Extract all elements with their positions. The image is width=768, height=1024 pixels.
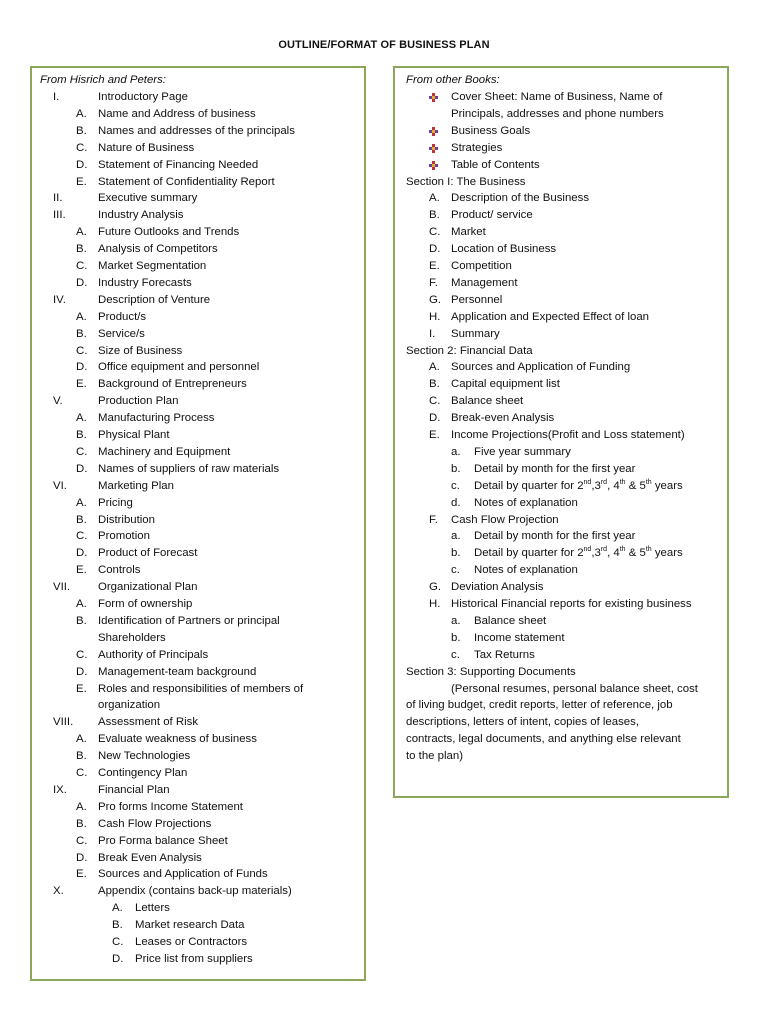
outline-item: Description of Venture [98,293,211,306]
outline-item: Section 3: Supporting Documents [406,665,576,678]
outline-number: A. [429,361,440,374]
outline-number: A. [76,107,87,120]
outline-item: Detail by month for the first year [474,462,636,475]
outline-number: A. [76,412,87,425]
outline-item: Strategies [451,141,503,154]
outline-item: Principals, addresses and phone numbers [451,107,664,120]
outline-number: B. [429,378,440,391]
outline-number: E. [76,682,87,695]
outline-number: E. [429,429,440,441]
outline-number: C. [76,530,88,543]
outline-item: Income statement [474,631,565,644]
outline-number: C. [76,767,88,779]
outline-number: G. [429,293,442,306]
outline-item: Cash Flow Projections [98,817,212,830]
bullet-icon [429,161,438,170]
outline-item: Shareholders [98,631,166,644]
outline-number: IV. [53,293,66,306]
outline-item: Pro forms Income Statement [98,800,243,813]
outline-number: D. [429,243,441,256]
outline-number: D. [76,361,88,374]
outline-item: Break-even Analysis [451,412,555,425]
outline-item: Detail by month for the first year [474,530,636,543]
outline-number: b. [451,547,461,560]
outline-number: III. [53,209,66,222]
outline-item: Distribution [98,513,155,526]
outline-number: E. [76,378,87,391]
outline-number: B. [76,243,87,256]
outline-number: X. [53,885,64,898]
outline-item: Section 2: Financial Data [406,344,533,357]
outline-number: C. [429,226,441,239]
outline-number: I. [429,327,436,340]
outline-item: Table of Contents [451,158,540,171]
outline-item: Historical Financial reports for existing business [451,598,692,610]
outline-item: Statement of Financing Needed [98,158,259,171]
outline-item: Background of Entrepreneurs [98,378,247,391]
outline-number: F. [429,513,438,526]
outline-item: Personnel [451,293,503,306]
outline-item: Detail by quarter for 2nd,3rd, 4th & 5th years [474,478,683,492]
outline-item: Physical Plant [98,429,170,441]
outline-item: Market [451,226,486,239]
outline-item: Notes of explanation [474,496,578,509]
outline-number: D. [76,276,88,289]
outline-item: (Personal resumes, personal balance sheet, cost [451,682,698,695]
outline-item: Executive summary [98,192,198,205]
outline-item: Analysis of Competitors [98,243,218,256]
bullet-icon [429,93,438,102]
outline-number: D. [76,851,88,864]
outline-number: d. [451,496,461,509]
outline-item: Nature of Business [98,141,195,154]
outline-number: VIII. [53,716,74,729]
outline-number: A. [76,800,87,813]
outline-item: Competition [451,260,512,272]
outline-number: B. [76,429,87,441]
outline-number: G. [429,581,442,594]
outline-number: B. [112,919,123,932]
outline-item: Organizational Plan [98,581,198,594]
outline-number: VI. [53,479,67,492]
outline-item: Statement of Confidentiality Report [98,175,275,188]
outline-item: Office equipment and personnel [98,361,260,374]
outline-number: V. [53,395,63,408]
outline-item: Cover Sheet: Name of Business, Name of [451,91,663,103]
outline-number: B. [76,513,87,526]
outline-item: Introductory Page [98,91,188,103]
outline-item: Promotion [98,530,150,543]
outline-item: Industry Forecasts [98,276,192,289]
outline-item: Tax Returns [474,648,535,661]
outline-item: Notes of explanation [474,564,578,577]
outline-number: C. [112,936,124,948]
outline-item: organization [98,699,161,712]
outline-number: B. [76,614,87,627]
outline-item: Business Goals [451,124,531,137]
outline-item: Machinery and Equipment [98,445,231,458]
outline-number: D. [76,547,88,560]
outline-number: D. [76,462,88,475]
outline-number: c. [451,564,460,577]
outline-item: to the plan) [406,750,463,763]
outline-number: C. [76,260,88,272]
outline-item: Financial Plan [98,783,170,796]
outline-item: Product/s [98,310,147,323]
outline-number: A. [76,226,87,239]
outline-number: E. [76,175,87,188]
outline-item: Management-team background [98,665,257,678]
outline-item: Price list from suppliers [135,952,253,965]
outline-item: of living budget, credit reports, letter of reference, job [406,699,673,712]
right-column-heading: From other Books: [406,74,500,86]
outline-number: A. [112,902,123,915]
bullet-icon [429,144,438,153]
outline-number: b. [451,631,461,644]
outline-number: F. [429,276,438,289]
outline-item: Product/ service [451,209,533,222]
outline-item: Balance sheet [474,614,547,627]
outline-item: Sources and Application of Funding [451,361,631,374]
outline-item: Balance sheet [451,395,524,408]
outline-number: E. [429,260,440,272]
outline-number: D. [112,952,124,965]
outline-item: Deviation Analysis [451,581,544,594]
outline-number: c. [451,648,460,661]
outline-number: a. [451,614,461,627]
outline-number: C. [76,648,88,661]
outline-item: Evaluate weakness of business [98,733,257,746]
outline-number: A. [76,496,87,509]
outline-item: Size of Business [98,344,183,357]
outline-item: Identification of Partners or principal [98,614,280,627]
outline-number: IX. [53,783,67,796]
outline-item: Production Plan [98,395,179,408]
page-title: OUTLINE/FORMAT OF BUSINESS PLAN [278,39,490,51]
outline-number: c. [451,479,460,492]
outline-item: Application and Expected Effect of loan [451,310,649,323]
outline-number: VII. [53,581,71,594]
outline-number: B. [76,750,87,763]
outline-number: A. [76,733,87,746]
outline-item: Name and Address of business [98,107,256,120]
outline-number: H. [429,310,441,323]
outline-number: B. [429,209,440,222]
outline-item: Controls [98,564,141,577]
outline-item: Letters [135,902,170,915]
outline-item: Future Outlooks and Trends [98,226,240,239]
outline-number: I. [53,91,60,103]
outline-number: b. [451,462,461,475]
outline-number: D. [429,412,441,425]
outline-item: Management [451,276,518,289]
outline-item: Assessment of Risk [98,716,199,729]
bullet-icon [429,127,438,136]
outline-item: contracts, legal documents, and anything else relevant [406,733,681,746]
outline-item: Break Even Analysis [98,851,202,864]
outline-number: C. [76,344,88,357]
outline-item: Summary [451,327,500,340]
outline-item: Income Projections(Profit and Loss statement) [451,429,685,441]
outline-number: C. [429,395,441,408]
outline-number: A. [429,192,440,205]
outline-item: Marketing Plan [98,479,174,492]
outline-item: Detail by quarter for 2nd,3rd, 4th & 5th years [474,546,683,560]
outline-item: Description of the Business [451,192,590,205]
outline-number: A. [76,598,87,610]
outline-item: Pro Forma balance Sheet [98,834,228,847]
outline-number: A. [76,310,87,323]
outline-item: Sources and Application of Funds [98,868,268,881]
outline-item: Product of Forecast [98,547,198,560]
outline-item: Service/s [98,327,145,340]
outline-item: Five year summary [474,445,571,458]
outline-item: Market Segmentation [98,260,207,272]
outline-number: a. [451,530,461,543]
outline-item: New Technologies [98,750,191,763]
outline-item: Form of ownership [98,598,193,610]
outline-item: Names of suppliers of raw materials [98,462,280,475]
outline-item: Section I: The Business [406,175,526,188]
outline-number: E. [76,564,87,577]
outline-number: D. [76,158,88,171]
outline-number: a. [451,445,461,458]
outline-number: B. [76,327,87,340]
outline-item: Cash Flow Projection [451,513,559,526]
outline-item: Roles and responsibilities of members of [98,682,304,695]
outline-item: Manufacturing Process [98,412,215,425]
outline-item: Market research Data [135,919,245,932]
outline-item: Names and addresses of the principals [98,124,295,137]
outline-number: C. [76,834,88,847]
outline-number: E. [76,868,87,881]
outline-item: descriptions, letters of intent, copies of leases, [406,716,639,729]
outline-item: Capital equipment list [451,378,560,391]
outline-item: Pricing [98,496,133,509]
outline-number: C. [76,445,88,458]
outline-number: C. [76,141,88,154]
outline-item: Industry Analysis [98,209,184,222]
outline-item: Contingency Plan [98,767,188,779]
left-column-heading: From Hisrich and Peters: [40,74,166,86]
outline-number: B. [76,817,87,830]
outline-number: B. [76,124,87,137]
outline-number: II. [53,192,63,205]
outline-item: Appendix (contains back-up materials) [98,885,292,898]
outline-number: H. [429,598,441,610]
outline-item: Leases or Contractors [135,936,248,948]
outline-item: Authority of Principals [98,648,209,661]
outline-item: Location of Business [451,243,557,256]
outline-number: D. [76,665,88,678]
